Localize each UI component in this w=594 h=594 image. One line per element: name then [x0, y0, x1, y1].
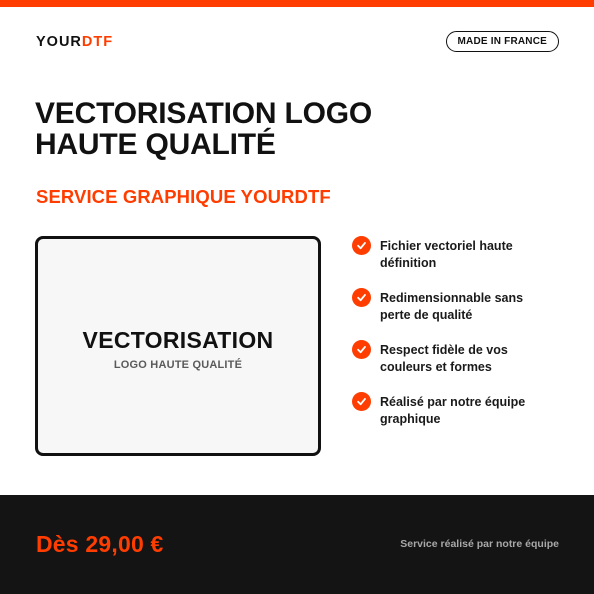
service-subtitle: SERVICE GRAPHIQUE YOURDTF: [36, 186, 331, 207]
preview-subtitle: LOGO HAUTE QUALITÉ: [113, 359, 243, 371]
feature-text-line2: graphique: [380, 412, 441, 426]
feature-text-line1: Redimensionnable sans: [380, 291, 524, 305]
brand-logo-part2: DTF: [81, 34, 114, 50]
feature-text-line1: Respect fidèle de vos: [380, 343, 508, 357]
check-icon: [352, 392, 371, 411]
price-label: Dès 29,00 €: [36, 531, 164, 557]
feature-item: [352, 392, 562, 444]
feature-text-line2: perte de qualité: [380, 308, 473, 322]
feature-text: [380, 290, 523, 324]
feature-text-line1: Réalisé par notre équipe: [380, 395, 526, 409]
check-icon: [352, 340, 371, 359]
price-footer: [0, 495, 594, 594]
brand-logo: [36, 34, 113, 50]
feature-text-line2: couleurs et formes: [380, 360, 492, 374]
page-title-line2: HAUTE QUALITÉ: [35, 128, 276, 161]
feature-text: [380, 342, 508, 376]
footer-note: Service réalisé par notre équipe: [400, 538, 559, 550]
feature-list: [352, 236, 562, 444]
top-accent-bar: [0, 0, 594, 7]
feature-text: [380, 394, 525, 428]
feature-item: [352, 236, 562, 288]
feature-text-line2: définition: [380, 256, 437, 270]
page-title: [35, 98, 372, 160]
feature-item: [352, 288, 562, 340]
page-title-line1: VECTORISATION LOGO: [35, 97, 372, 130]
made-in-france-badge: MADE IN FRANCE: [446, 31, 559, 52]
check-icon: [352, 288, 371, 307]
logo-preview-card: [35, 236, 321, 456]
preview-title: VECTORISATION: [82, 327, 274, 353]
feature-text-line1: Fichier vectoriel haute: [380, 239, 513, 253]
check-icon: [352, 236, 371, 255]
brand-logo-part1: YOUR: [36, 34, 82, 50]
feature-text: [380, 238, 513, 272]
feature-item: [352, 340, 562, 392]
